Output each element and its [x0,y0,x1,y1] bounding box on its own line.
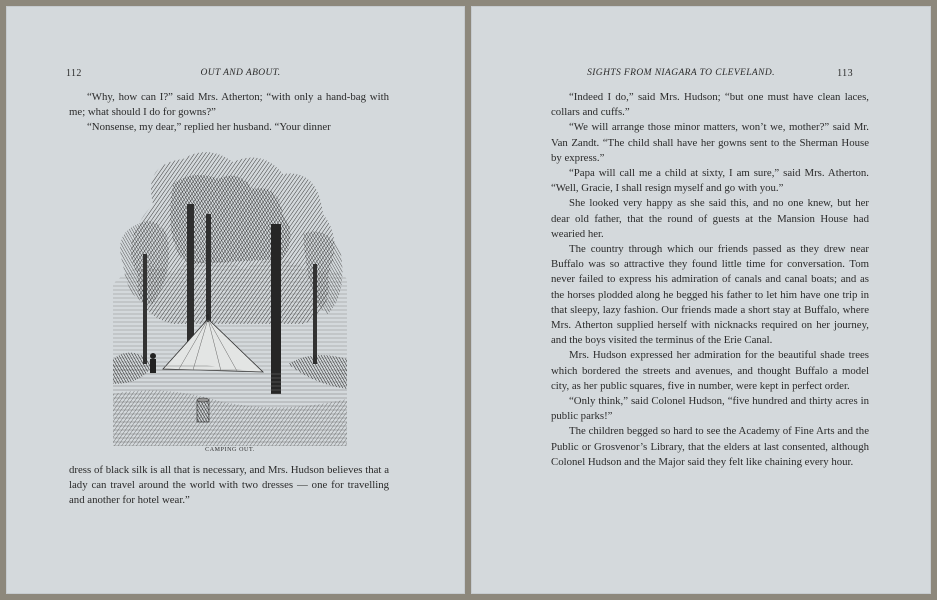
paragraph: The children begged so hard to see the Academy of Fine Arts and the Public or Grosvenor’s Library, that the elders at last consented, although Colonel Hudson and the Major said they felt like chaining every hour. [551,425,869,468]
right-page [471,6,931,594]
left-running-title: OUT AND ABOUT. [200,68,281,78]
camping-illustration [113,144,347,446]
right-body-text [551,90,869,470]
right-page-number: 113 [837,68,853,79]
paragraph: She looked very happy as she said this, and no one knew, but her dear old father, that the round of guests at the Mansion House had wearied her. [551,197,869,240]
paragraph: “Why, how can I?” said Mrs. Atherton; “with only a hand-bag with me; what should I do for gowns?” [69,91,389,119]
paragraph: “Indeed I do,” said Mrs. Hudson; “but one must have clean laces, collars and cuffs.” [551,91,869,119]
paragraph: “We will arrange those minor matters, won’t we, mother?” said Mr. Van Zandt. “The child shall have her gowns sent to the Sherman House by express.” [551,121,869,164]
right-running-head [471,68,931,82]
illustration-caption: CAMPING OUT. [205,447,255,453]
left-page [6,6,465,594]
engraving-camp-scene [113,144,347,446]
paragraph: “Only think,” said Colonel Hudson, “five hundred and thirty acres in public parks!” [551,395,869,423]
paragraph: The country through which our friends passed as they drew near Buffalo was so attractive they found little time for conversation. Tom never failed to express his admiration of canals and canal boats; and as the horses plodded along he begged his father to let him have one trip in that sleepy, lazy fashion. Our friends made a short stay at Buffalo, where Mrs. Atherton supplied herself with nicknacks required on her journey, and the boys visited the terminus of the Erie Canal. [551,243,869,347]
left-running-head [6,68,465,82]
paragraph: “Nonsense, my dear,” replied her husband. “Your dinner [87,121,331,134]
left-top-text [69,90,389,136]
right-running-title: SIGHTS FROM NIAGARA TO CLEVELAND. [587,68,775,78]
paragraph: “Papa will call me a child at sixty, I am sure,” said Mrs. Atherton. “Well, Gracie, I shall resign myself and go with you.” [551,167,869,195]
paragraph: Mrs. Hudson expressed her admiration for the beautiful shade trees which bordered the streets and avenues, and thought Buffalo a model city, as her public squares, five in number, were kept in perfect order. [551,349,869,392]
left-page-number: 112 [66,68,82,79]
left-bottom-text [69,463,389,509]
paragraph: dress of black silk is all that is necessary, and Mrs. Hudson believes that a lady can travel around the world with two dresses — one for travelling and another for hotel wear.” [69,464,389,507]
